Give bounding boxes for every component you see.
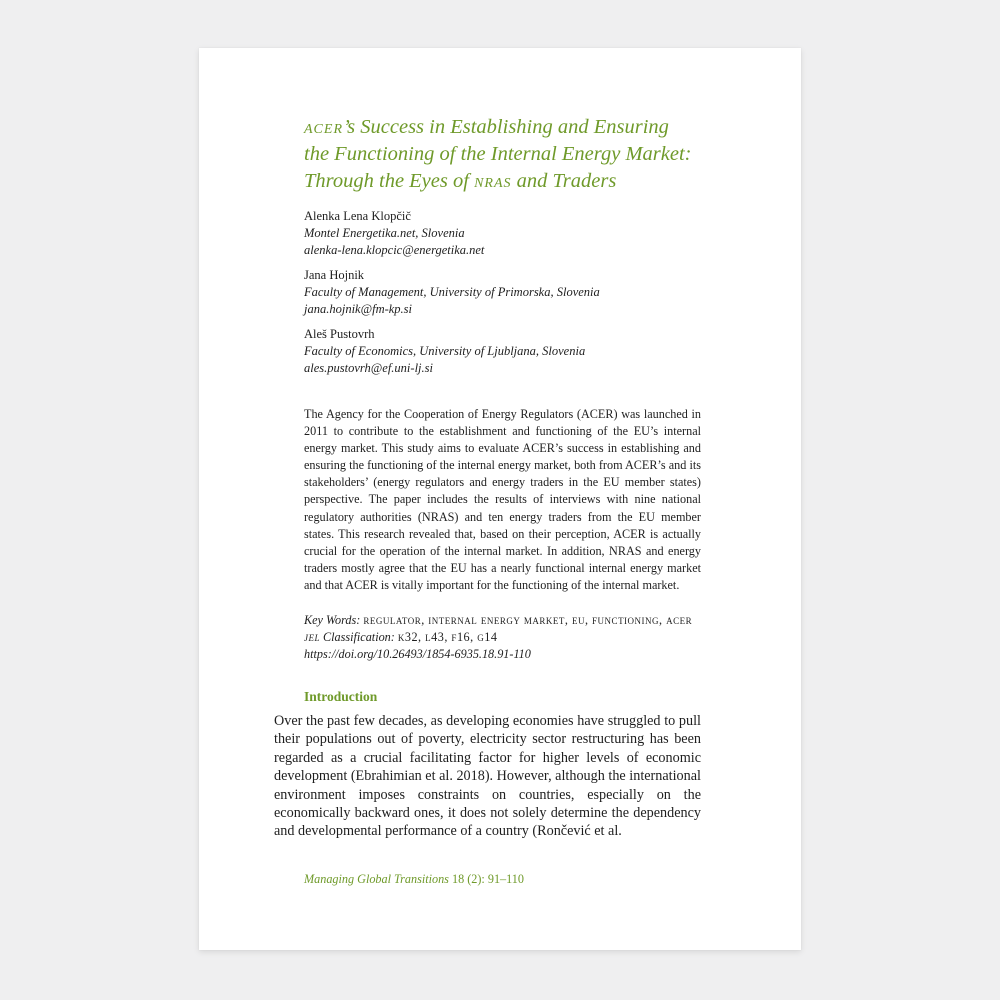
title-line-1: ’s Success in Establishing and Ensuring bbox=[343, 116, 669, 138]
title-abbreviation-acer: acer bbox=[304, 116, 343, 138]
abstract: The Agency for the Cooperation of Energy Regulators (ACER) was launched in 2011 to contribute to the establishment and functioning of the EU’s internal energy market. This study aims to evaluate ACER’s success in establishing and ensuring the functioning of the internal energy market, both from ACER’s and its stakeholders’ (energy regulators and energy traders in the EU member states) perspective. The paper includes the results of interviews with nine national regulatory authorities (NRAS) and ten energy traders from the EU member states. This research revealed that, based on their perception, ACER is actually crucial for the operation of the internal market. In addition, NRAS and energy traders mostly agree that the EU has a nearly functional internal energy market and that ACER is vitally important for the functioning of the internal market. bbox=[304, 407, 701, 592]
title-line-3a: Through the Eyes of bbox=[304, 170, 475, 192]
author-block bbox=[304, 267, 744, 318]
author-email[interactable]: alenka-lena.klopcic@energetika.net bbox=[304, 243, 485, 257]
jel-value: k32, l43, f16, g14 bbox=[397, 630, 498, 644]
article-metadata bbox=[304, 612, 744, 663]
keywords-line bbox=[304, 612, 744, 629]
keywords-label: Key Words: bbox=[304, 613, 361, 627]
jel-label-rest: Classification: bbox=[320, 630, 395, 644]
introduction-text: Over the past few decades, as developing economies have struggled to pull their populations out of poverty, electricity sector restructuring has been regarded as a crucial facilitating factor for higher levels of economic development (Ebrahimian et al. 2018). However, although the international environment imposes constraints on countries, especially on the economically backward ones, it does not solely determine the dependency and developmental performance of a country (Rončević et al. bbox=[274, 713, 701, 840]
author-block bbox=[304, 208, 744, 259]
keywords-value: regulator, internal energy market, eu, functioning, acer bbox=[363, 613, 693, 627]
title-line-2: the Functioning of the Internal Energy Market: bbox=[304, 143, 692, 165]
author-affiliation: Faculty of Management, University of Primorska, Slovenia bbox=[304, 285, 600, 299]
author-name: Alenka Lena Klopčič bbox=[304, 209, 411, 223]
jel-label-abbr: jel bbox=[304, 630, 320, 644]
paper-page bbox=[199, 48, 801, 950]
author-affiliation: Faculty of Economics, University of Ljubljana, Slovenia bbox=[304, 344, 586, 358]
doi-link[interactable]: https://doi.org/10.26493/1854-6935.18.91-110 bbox=[304, 647, 531, 661]
journal-footer bbox=[304, 872, 524, 887]
paper-title bbox=[304, 114, 744, 195]
author-block bbox=[304, 326, 744, 377]
journal-issue: 18 (2): 91–110 bbox=[448, 872, 524, 886]
author-email[interactable]: jana.hojnik@fm-kp.si bbox=[304, 302, 413, 316]
doi-line bbox=[304, 646, 744, 663]
title-line-3b: and Traders bbox=[511, 170, 617, 192]
author-list bbox=[304, 208, 744, 385]
journal-name: Managing Global Transitions bbox=[304, 872, 449, 886]
author-name: Jana Hojnik bbox=[304, 268, 365, 282]
author-name: Aleš Pustovrh bbox=[304, 327, 375, 341]
section-heading-introduction: Introduction bbox=[304, 689, 378, 704]
author-email[interactable]: ales.pustovrh@ef.uni-lj.si bbox=[304, 361, 433, 375]
jel-line bbox=[304, 629, 744, 646]
author-affiliation: Montel Energetika.net, Slovenia bbox=[304, 226, 465, 240]
title-abbreviation-nras: nras bbox=[474, 170, 512, 192]
